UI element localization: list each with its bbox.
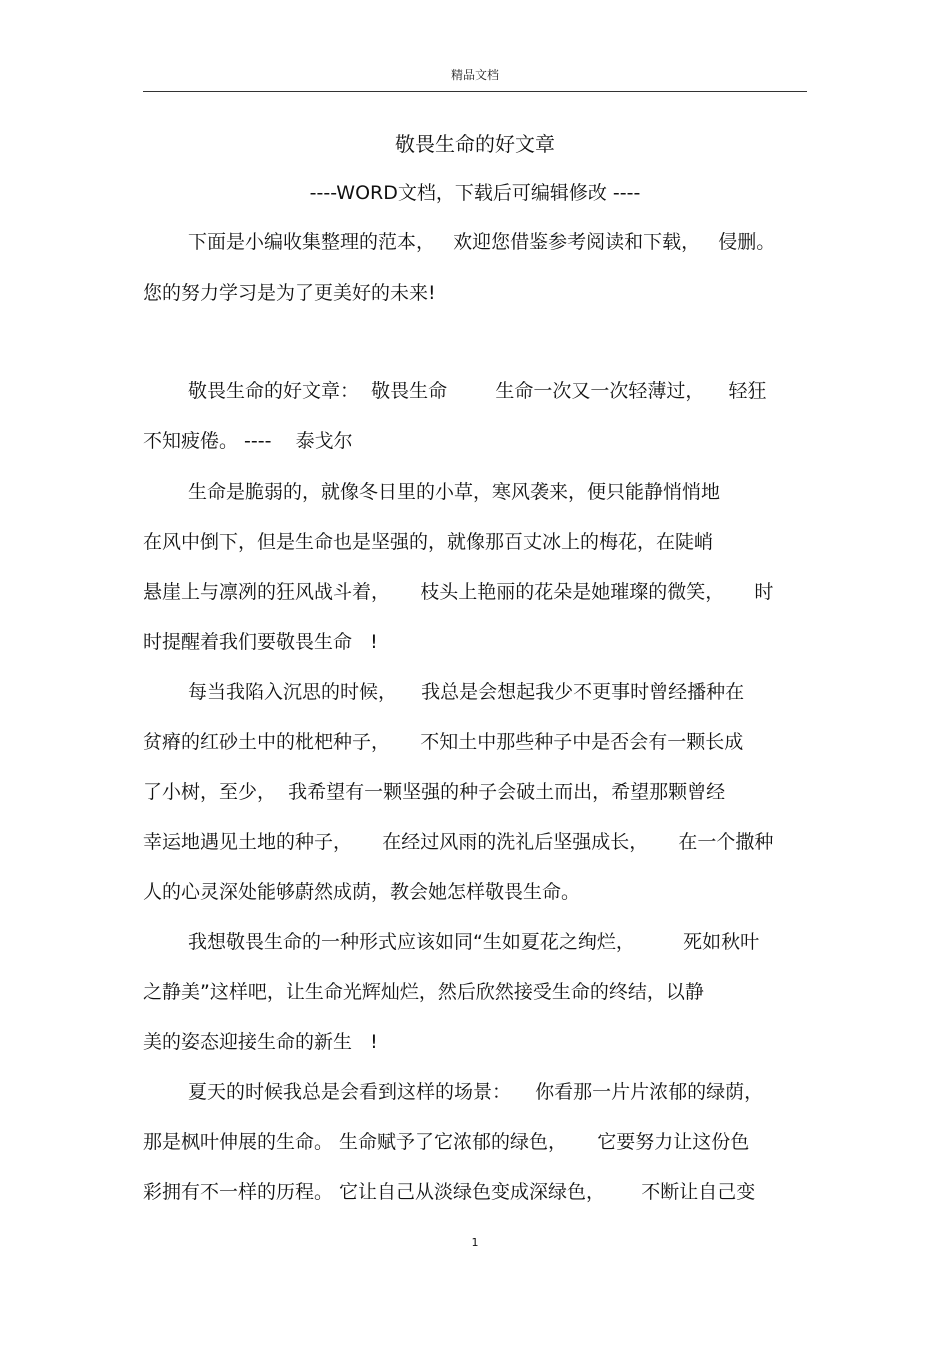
body-line: 美的姿态迎接生命的新生 ! — [143, 1031, 378, 1053]
body-line: 生命是脆弱的，就像冬日里的小草，寒风袭来，便只能静悄悄地 — [188, 481, 721, 503]
body-line: 了小树，至少， 我希望有一颗坚强的种子会破土而出，希望那颗曾经 — [143, 781, 726, 803]
body-line: 幸运地遇见土地的种子， 在经过风雨的洗礼后坚强成长， 在一个撒种 — [143, 831, 774, 853]
document-subtitle: ----WORD文档，下载后可编辑修改 ---- — [309, 182, 641, 204]
body-line: 贫瘠的红砂土中的枇杷种子， 不知土中那些种子中是否会有一颗长成 — [143, 731, 744, 753]
body-line: 彩拥有不一样的历程。 它让自己从淡绿色变成深绿色， 不断让自己变 — [143, 1181, 756, 1203]
body-line: 时提醒着我们要敬畏生命 ! — [143, 631, 378, 653]
body-line: 敬畏生命的好文章： 敬畏生命 生命一次又一次轻薄过， 轻狂 — [188, 380, 767, 402]
header-rule — [143, 91, 807, 92]
body-line: 之静美”这样吧，让生命光辉灿烂，然后欣然接受生命的终结，以静 — [143, 981, 704, 1003]
page-number: 1 — [471, 1236, 479, 1249]
body-line: 我想敬畏生命的一种形式应该如同“生如夏花之绚烂， 死如秋叶 — [188, 931, 760, 953]
body-line: 每当我陷入沉思的时候， 我总是会想起我少不更事时曾经播种在 — [188, 681, 745, 703]
body-line: 悬崖上与凛冽的狂风战斗着， 枝头上艳丽的花朵是她璀璨的微笑， 时 — [143, 581, 774, 603]
body-line: 那是枫叶伸展的生命。 生命赋予了它浓郁的绿色， 它要努力让这份色 — [143, 1131, 750, 1153]
document-title: 敬畏生命的好文章 — [395, 132, 555, 156]
page-header: 精品文档 — [450, 68, 499, 82]
body-line: 下面是小编收集整理的范本， 欢迎您借鉴参考阅读和下载， 侵删。 — [188, 231, 776, 253]
body-line: 不知疲倦。 ---- 泰戈尔 — [143, 430, 353, 452]
body-line: 人的心灵深处能够蔚然成荫，教会她怎样敬畏生命。 — [143, 881, 581, 903]
body-line: 您的努力学习是为了更美好的未来! — [143, 282, 436, 304]
body-line: 在风中倒下，但是生命也是坚强的，就像那百丈冰上的梅花，在陡峭 — [143, 531, 714, 553]
body-line: 夏天的时候我总是会看到这样的场景： 你看那一片片浓郁的绿荫， — [188, 1081, 764, 1103]
